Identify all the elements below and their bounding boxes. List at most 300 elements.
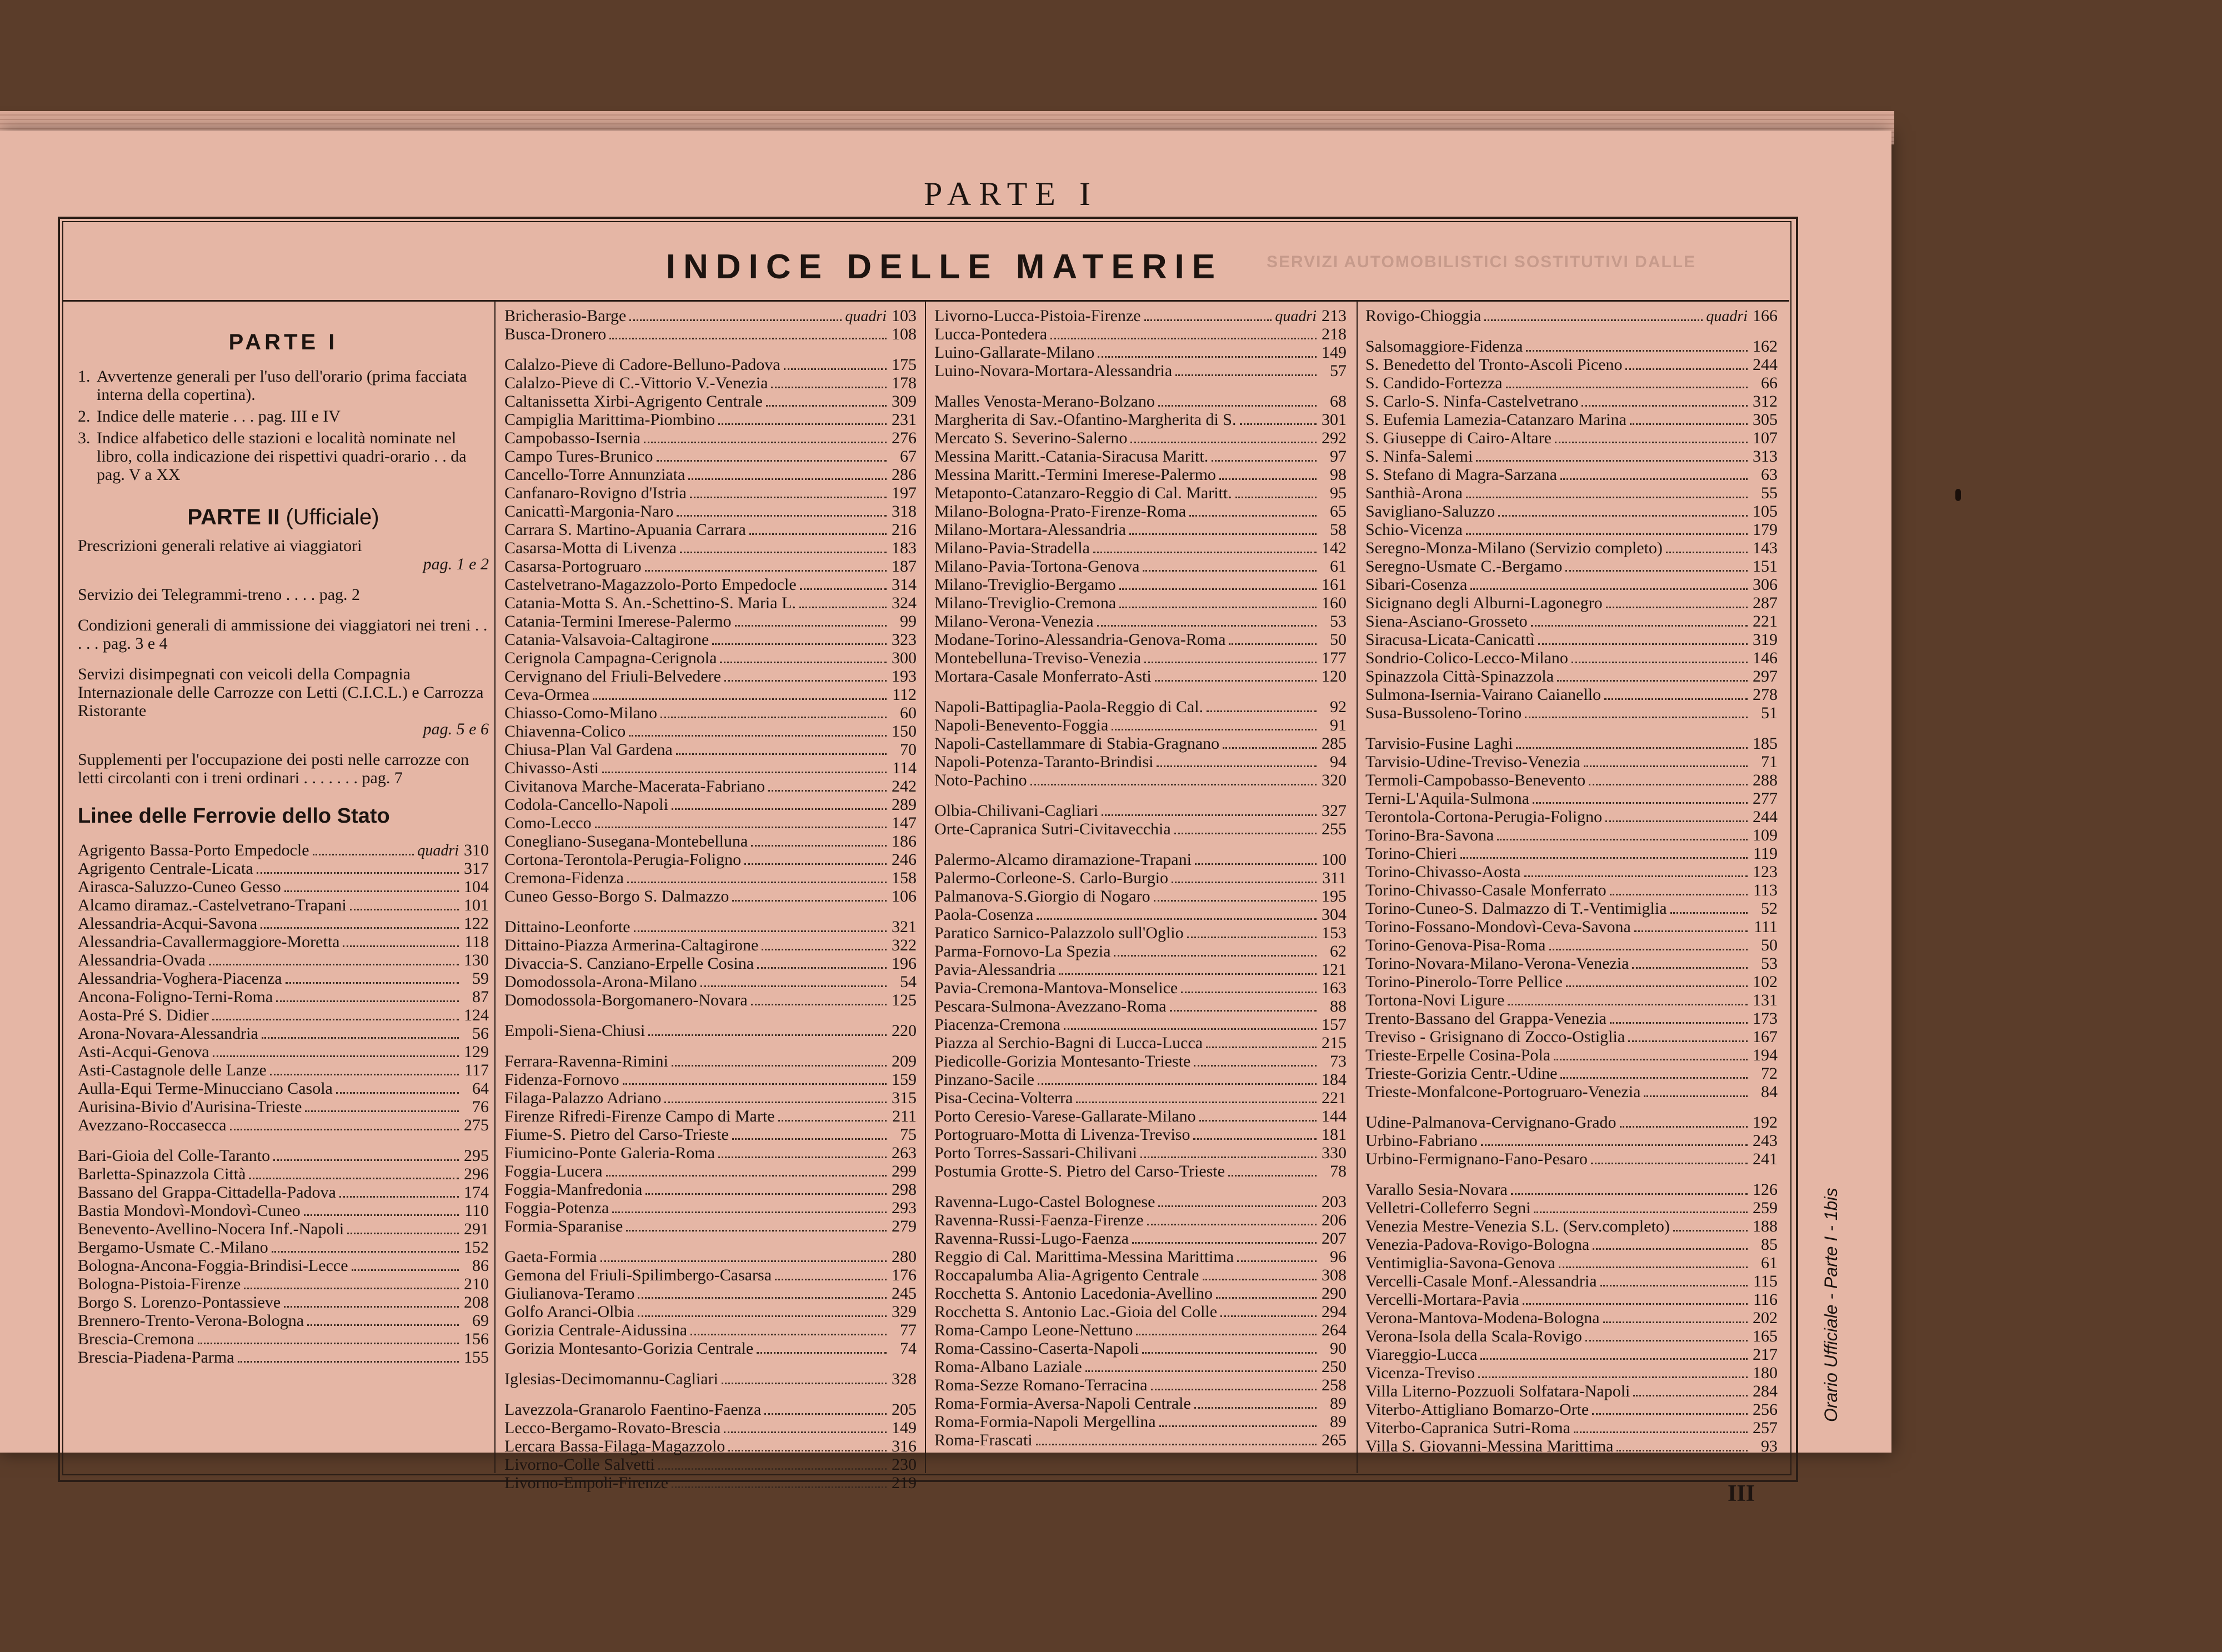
quadro-number: 209 <box>892 1052 917 1070</box>
index-entry <box>1365 575 1778 594</box>
leader-dots <box>1064 1028 1317 1030</box>
leader-dots <box>1538 643 1748 645</box>
item-number: 1. <box>78 367 91 386</box>
line-name: Urbino-Fabriano <box>1365 1132 1478 1150</box>
quadro-number: 278 <box>1753 685 1778 704</box>
leader-dots <box>1589 784 1748 785</box>
leader-dots <box>1633 1395 1748 1396</box>
quadro-number: 322 <box>892 936 917 954</box>
index-entry <box>1365 704 1778 722</box>
index-entry <box>1365 411 1778 429</box>
line-name: Foggia-Lucera <box>504 1162 603 1180</box>
index-entry <box>504 1107 917 1125</box>
leader-dots <box>343 945 459 947</box>
quadro-number: 319 <box>1753 630 1778 649</box>
line-name: Roma-Cassino-Caserta-Napoli <box>934 1339 1139 1358</box>
line-name: Airasca-Saluzzo-Cuneo Gesso <box>78 878 281 896</box>
line-name: Mortara-Casale Monferrato-Asti <box>934 667 1152 685</box>
index-entry <box>1365 1400 1778 1419</box>
index-entry <box>504 1474 917 1492</box>
quadro-number: 89 <box>1330 1394 1347 1413</box>
line-name: Tarvisio-Fusine Laghi <box>1365 734 1513 753</box>
quadro-number: 123 <box>1753 863 1778 881</box>
line-name: Torino-Genova-Pisa-Roma <box>1365 936 1546 954</box>
quadro-number: 120 <box>1322 667 1347 685</box>
index-entry <box>934 1193 1347 1211</box>
line-name: Modane-Torino-Alessandria-Genova-Roma <box>934 630 1226 649</box>
quadro-number: 193 <box>892 667 917 685</box>
parte1-list <box>78 367 489 484</box>
quadro-number: 221 <box>1753 612 1778 630</box>
line-name: Villa S. Giovanni-Messina Marittima <box>1365 1437 1614 1455</box>
line-name: Dittaino-Leonforte <box>504 918 630 936</box>
index-entry <box>504 392 917 411</box>
leader-dots <box>1554 1059 1748 1060</box>
quadro-number: 173 <box>1753 1009 1778 1028</box>
index-entry <box>1365 1419 1778 1437</box>
group-gap <box>504 1358 917 1370</box>
quadro-number: 125 <box>892 991 917 1009</box>
leader-dots <box>718 1157 887 1158</box>
line-name: Milano-Mortara-Alessandria <box>934 520 1126 539</box>
line-name: Sulmona-Isernia-Vairano Caianello <box>1365 685 1602 704</box>
line-name: Gemona del Friuli-Spilimbergo-Casarsa <box>504 1266 772 1284</box>
parte2-title: PARTE II (Ufficiale) <box>187 505 379 529</box>
index-entry <box>504 814 917 832</box>
leader-dots <box>1102 814 1317 816</box>
index-entry <box>504 1321 917 1339</box>
quadro-number: 318 <box>892 502 917 520</box>
leader-dots <box>257 872 459 874</box>
leader-dots <box>732 900 887 902</box>
index-entry <box>504 575 917 594</box>
leader-dots <box>276 1000 459 1002</box>
index-entry <box>934 887 1347 905</box>
index-entry <box>78 1006 489 1024</box>
quadro-number: 115 <box>1753 1272 1778 1290</box>
line-name: Empoli-Siena-Chiusi <box>504 1022 645 1040</box>
quadro-number: 99 <box>900 612 917 630</box>
item-text: Supplementi per l'occupazione dei posti nelle carrozze con letti circolanti con i treni ordinari . . . . . . . pag. 7 <box>78 750 469 787</box>
leader-dots <box>1516 747 1748 749</box>
leader-dots <box>690 1334 887 1335</box>
linee-title: Linee delle Ferrovie dello Stato <box>78 804 390 828</box>
quadro-number: 184 <box>1322 1070 1347 1089</box>
leader-dots <box>1666 552 1748 553</box>
line-name: Treviso - Grisignano di Zocco-Ostiglia <box>1365 1028 1625 1046</box>
line-name: Milano-Treviglio-Bergamo <box>934 575 1116 594</box>
group-gap <box>504 343 917 356</box>
line-name: Bergamo-Usmate C.-Milano <box>78 1238 268 1256</box>
quadro-number: 257 <box>1753 1419 1778 1437</box>
leader-dots <box>249 1178 459 1179</box>
index-entry <box>1365 1028 1778 1046</box>
index-entry <box>934 997 1347 1015</box>
leader-dots <box>1610 1022 1748 1024</box>
line-name: Fidenza-Fornovo <box>504 1070 619 1089</box>
index-entry <box>934 869 1347 887</box>
index-entry <box>1365 789 1778 808</box>
quadro-number: 289 <box>892 795 917 814</box>
quadro-number: 91 <box>1330 716 1347 734</box>
quadro-number: 108 <box>892 325 917 343</box>
quadro-number: 142 <box>1322 539 1347 557</box>
index-entry <box>934 1413 1347 1431</box>
line-name: Torino-Chivasso-Casale Monferrato <box>1365 881 1607 899</box>
index-entry <box>1365 374 1778 392</box>
quadro-number: 53 <box>1761 954 1778 973</box>
line-name: Ancona-Foligno-Terni-Roma <box>78 988 273 1006</box>
index-entry <box>504 795 917 814</box>
item-number: 2. <box>78 407 91 425</box>
quadro-number: 122 <box>464 914 489 933</box>
line-name: Noto-Pachino <box>934 771 1027 789</box>
line-name: Trieste-Monfalcone-Portogruaro-Venezia <box>1365 1083 1641 1101</box>
quadro-number: 74 <box>900 1339 917 1358</box>
line-name: Dittaino-Piazza Armerina-Caltagirone <box>504 936 759 954</box>
line-name: Margherita di Sav.-Ofantino-Margherita di S. <box>934 411 1237 429</box>
line-name: Campo Tures-Brunico <box>504 447 653 465</box>
quadro-number: 165 <box>1753 1327 1778 1345</box>
quadro-number: 96 <box>1330 1248 1347 1266</box>
quadro-number: 188 <box>1753 1217 1778 1235</box>
leader-dots <box>244 1288 459 1289</box>
quadro-number: 98 <box>1330 465 1347 484</box>
parte1-item <box>78 367 489 404</box>
quadro-number: 124 <box>464 1006 489 1024</box>
quadro-number: 259 <box>1753 1199 1778 1217</box>
quadro-number: 129 <box>464 1043 489 1061</box>
line-name: Villa Literno-Pozzuoli Solfatara-Napoli <box>1365 1382 1630 1400</box>
index-entry <box>78 1024 489 1043</box>
leader-dots <box>657 460 887 462</box>
line-name: Milano-Pavia-Stradella <box>934 539 1090 557</box>
line-name: Seregno-Monza-Milano (Servizio completo) <box>1365 539 1663 557</box>
group-gap <box>934 380 1347 392</box>
group-gap <box>934 685 1347 698</box>
quadro-number: 146 <box>1753 649 1778 667</box>
parte1-title: PARTE I <box>228 330 338 354</box>
index-entry <box>78 1043 489 1061</box>
leader-dots <box>1119 588 1317 590</box>
index-entry <box>504 1248 917 1266</box>
index-entry <box>1365 1327 1778 1345</box>
line-name: Fiume-S. Pietro del Carso-Trieste <box>504 1125 729 1144</box>
quadro-number: 126 <box>1753 1180 1778 1199</box>
quadro-number: 70 <box>900 740 917 759</box>
quadro-number: 280 <box>892 1248 917 1266</box>
quadro-number: 210 <box>464 1275 489 1293</box>
line-name: Urbino-Fermignano-Fano-Pesaro <box>1365 1150 1588 1168</box>
line-name: Bari-Gioia del Colle-Taranto <box>78 1147 271 1165</box>
index-entry <box>1365 447 1778 465</box>
leader-dots <box>1511 1193 1748 1195</box>
leader-dots <box>270 1074 459 1075</box>
leader-dots <box>1187 937 1317 938</box>
quadro-number: 192 <box>1753 1113 1778 1132</box>
line-name: Palmanova-S.Giorgio di Nogaro <box>934 887 1150 905</box>
line-name: Brescia-Piadena-Parma <box>78 1348 234 1366</box>
leader-dots <box>612 1212 887 1213</box>
index-entry <box>934 630 1347 649</box>
index-column-1 <box>78 330 489 1366</box>
index-entry <box>504 667 917 685</box>
line-name: Caltanissetta Xirbi-Agrigento Centrale <box>504 392 763 411</box>
leader-dots <box>1508 1004 1748 1005</box>
quadro-number: 53 <box>1330 612 1347 630</box>
quadro-number: 75 <box>900 1125 917 1144</box>
leader-dots <box>1525 717 1748 718</box>
leader-dots <box>1481 1144 1748 1146</box>
leader-dots <box>1189 515 1317 517</box>
line-name: Civitanova Marche-Macerata-Fabriano <box>504 777 765 795</box>
line-name: Golfo Aranci-Olbia <box>504 1303 635 1321</box>
index-entry <box>1365 991 1778 1009</box>
line-name: Roma-Formia-Aversa-Napoli Centrale <box>934 1394 1191 1413</box>
leader-dots <box>212 1019 459 1020</box>
index-entry <box>504 704 917 722</box>
leader-dots <box>1223 747 1317 749</box>
index-column-3 <box>934 307 1347 1449</box>
leader-dots <box>744 863 887 865</box>
index-entry <box>504 594 917 612</box>
group-gap <box>1365 1101 1778 1113</box>
quadro-number: 51 <box>1761 704 1778 722</box>
line-name: S. Giuseppe di Cairo-Altare <box>1365 429 1552 447</box>
leader-dots <box>660 717 887 718</box>
line-name: Roma-Sezze Romano-Terracina <box>934 1376 1148 1394</box>
quadro-number: 180 <box>1753 1364 1778 1382</box>
leader-dots <box>1036 1444 1317 1445</box>
index-entry <box>78 859 489 878</box>
line-name: Brescia-Cremona <box>78 1330 194 1348</box>
quadro-number: 312 <box>1753 392 1778 411</box>
leader-dots <box>1193 1138 1317 1140</box>
line-name: Alessandria-Cavallermaggiore-Moretta <box>78 933 340 951</box>
index-entry <box>1365 356 1778 374</box>
line-name: Casarsa-Motta di Livenza <box>504 539 677 557</box>
leader-dots <box>1216 1297 1317 1299</box>
leader-dots <box>1634 930 1748 932</box>
quadro-number: 84 <box>1761 1083 1778 1101</box>
index-entry <box>934 1015 1347 1034</box>
leader-dots <box>645 1193 887 1195</box>
line-name: Montebelluna-Treviso-Venezia <box>934 649 1142 667</box>
leader-dots <box>672 1065 887 1067</box>
quadro-number: 290 <box>1322 1284 1347 1303</box>
leader-dots <box>261 927 459 929</box>
index-entry <box>1365 1437 1778 1455</box>
leader-dots <box>1557 680 1748 682</box>
line-name: Canicattì-Margonia-Naro <box>504 502 674 520</box>
leader-dots <box>1207 710 1317 712</box>
leader-dots <box>1526 350 1748 352</box>
quadro-number: 151 <box>1753 557 1778 575</box>
leader-dots <box>724 1431 887 1433</box>
quadri-label: quadri <box>845 308 887 325</box>
index-entry <box>934 1284 1347 1303</box>
leader-dots <box>1151 1389 1317 1390</box>
index-entry <box>1365 1132 1778 1150</box>
group-gap <box>504 1235 917 1248</box>
quadro-number: 244 <box>1753 356 1778 374</box>
leader-dots <box>1466 497 1748 498</box>
leader-dots <box>1534 1212 1748 1213</box>
quadro-number: 102 <box>1753 973 1778 991</box>
quadro-number: 219 <box>892 1474 917 1492</box>
leader-dots <box>1037 918 1317 920</box>
line-name: Pavia-Cremona-Mantova-Monselice <box>934 979 1178 997</box>
index-entry <box>78 914 489 933</box>
quadro-number: 52 <box>1761 899 1778 918</box>
line-name: Milano-Bologna-Prato-Firenze-Roma <box>934 502 1187 520</box>
quadro-number: 179 <box>1753 520 1778 539</box>
leader-dots <box>1228 1175 1317 1177</box>
index-entry <box>1365 826 1778 844</box>
line-name: Barletta-Spinazzola Città <box>78 1165 246 1183</box>
leader-dots <box>1038 1083 1317 1085</box>
index-entry <box>934 942 1347 960</box>
index-entry <box>504 936 917 954</box>
quadro-number: 121 <box>1322 960 1347 979</box>
group-gap <box>504 905 917 918</box>
parte2-item <box>78 585 489 604</box>
item-text: Indice delle materie . . . pag. III e IV <box>97 407 341 425</box>
index-entry <box>1365 667 1778 685</box>
quadro-number: 107 <box>1753 429 1778 447</box>
leader-dots <box>286 982 459 984</box>
line-name: Domodossola-Borgomanero-Novara <box>504 991 748 1009</box>
line-name: Calalzo-Pieve di Cadore-Belluno-Padova <box>504 356 780 374</box>
leader-dots <box>680 552 887 553</box>
line-name: Roma-Frascati <box>934 1431 1033 1449</box>
quadro-number: 197 <box>892 484 917 502</box>
index-entry <box>934 1052 1347 1070</box>
line-name: Bassano del Grappa-Cittadella-Padova <box>78 1183 336 1202</box>
line-name: Como-Lecco <box>504 814 592 832</box>
leader-dots <box>1628 1040 1748 1042</box>
leader-dots <box>1129 533 1317 535</box>
leader-dots <box>629 735 887 737</box>
quadro-number: 308 <box>1322 1266 1347 1284</box>
line-name: Velletri-Colleferro Segni <box>1365 1199 1531 1217</box>
leader-dots <box>1566 985 1748 987</box>
quadro-number: 149 <box>892 1419 917 1437</box>
line-name: Catania-Motta S. An.-Schettino-S. Maria L. <box>504 594 796 612</box>
leader-dots <box>627 882 887 883</box>
index-entry <box>504 777 917 795</box>
quadro-number: 119 <box>1753 844 1778 863</box>
leader-dots <box>1097 625 1317 627</box>
quadro-number: 50 <box>1330 630 1347 649</box>
column-divider <box>1357 301 1358 1473</box>
line-name: Casarsa-Portogruaro <box>504 557 642 575</box>
line-name: Napoli-Battipaglia-Paola-Reggio di Cal. <box>934 698 1204 716</box>
line-name: Verona-Mantova-Modena-Bologna <box>1365 1309 1600 1327</box>
group-gap <box>934 1180 1347 1193</box>
line-name: Sibari-Cosenza <box>1365 575 1468 594</box>
leader-dots <box>1592 1413 1748 1415</box>
quadro-number: 286 <box>892 465 917 484</box>
leader-dots <box>1229 643 1317 645</box>
leader-dots <box>350 909 459 910</box>
line-name: Vercelli-Mortara-Pavia <box>1365 1290 1519 1309</box>
index-entry <box>1365 954 1778 973</box>
leader-dots <box>638 1297 887 1299</box>
index-entry <box>934 307 1347 325</box>
quadro-number: 72 <box>1761 1064 1778 1083</box>
index-entry <box>504 465 917 484</box>
index-entry <box>934 612 1347 630</box>
leader-dots <box>751 1004 887 1005</box>
leader-dots <box>1470 588 1748 590</box>
quadro-number: 159 <box>892 1070 917 1089</box>
index-entry <box>504 502 917 520</box>
leader-dots <box>1181 992 1317 993</box>
leader-dots <box>1620 1126 1748 1128</box>
quadro-number: 64 <box>472 1079 489 1098</box>
quadro-number: 103 <box>892 307 917 325</box>
leader-dots <box>1632 967 1748 969</box>
quadro-number: 143 <box>1753 539 1778 557</box>
quadro-number: 244 <box>1753 808 1778 826</box>
index-entry <box>934 594 1347 612</box>
quadro-number: 109 <box>1753 826 1778 844</box>
quadro-number: 255 <box>1322 820 1347 838</box>
line-name: Torino-Novara-Milano-Verona-Venezia <box>1365 954 1629 973</box>
quadro-number: 92 <box>1330 698 1347 716</box>
index-entry <box>504 991 917 1009</box>
index-entry <box>934 1125 1347 1144</box>
index-entry <box>78 1061 489 1079</box>
index-entry <box>504 1400 917 1419</box>
index-entry <box>1365 1364 1778 1382</box>
leader-dots <box>1132 1242 1317 1244</box>
index-entry <box>934 1070 1347 1089</box>
line-name: Trento-Bassano del Grappa-Venezia <box>1365 1009 1607 1028</box>
quadro-number: 329 <box>892 1303 917 1321</box>
index-entry <box>1365 1290 1778 1309</box>
index-entry <box>934 1229 1347 1248</box>
quadro-number: 163 <box>1322 979 1347 997</box>
line-name: Ventimiglia-Savona-Genova <box>1365 1254 1555 1272</box>
index-entry <box>78 1275 489 1293</box>
quadro-number: 316 <box>892 1437 917 1455</box>
index-entry <box>504 973 917 991</box>
quadro-number: 166 <box>1753 307 1778 325</box>
line-name: Foggia-Manfredonia <box>504 1180 643 1199</box>
index-entry <box>934 820 1347 838</box>
index-entry <box>1365 1345 1778 1364</box>
index-entry <box>934 1144 1347 1162</box>
item-number: 3. <box>78 429 91 447</box>
leader-dots <box>273 1159 459 1161</box>
quadro-number: 95 <box>1330 484 1347 502</box>
line-name: Ferrara-Ravenna-Rimini <box>504 1052 668 1070</box>
line-name: Messina Maritt.-Termini Imerese-Palermo <box>934 465 1216 484</box>
index-entry <box>934 1303 1347 1321</box>
leader-dots <box>778 1120 887 1122</box>
quadro-number: 277 <box>1753 789 1778 808</box>
line-name: Livorno-Colle Salvetti <box>504 1455 655 1474</box>
group-gap <box>934 838 1347 850</box>
leader-dots <box>1235 497 1317 498</box>
line-name: Piazza al Serchio-Bagni di Lucca-Lucca <box>934 1034 1203 1052</box>
leader-dots <box>764 1413 887 1415</box>
index-entry <box>504 447 917 465</box>
index-entry <box>504 954 917 973</box>
line-name: Asti-Acqui-Genova <box>78 1043 209 1061</box>
